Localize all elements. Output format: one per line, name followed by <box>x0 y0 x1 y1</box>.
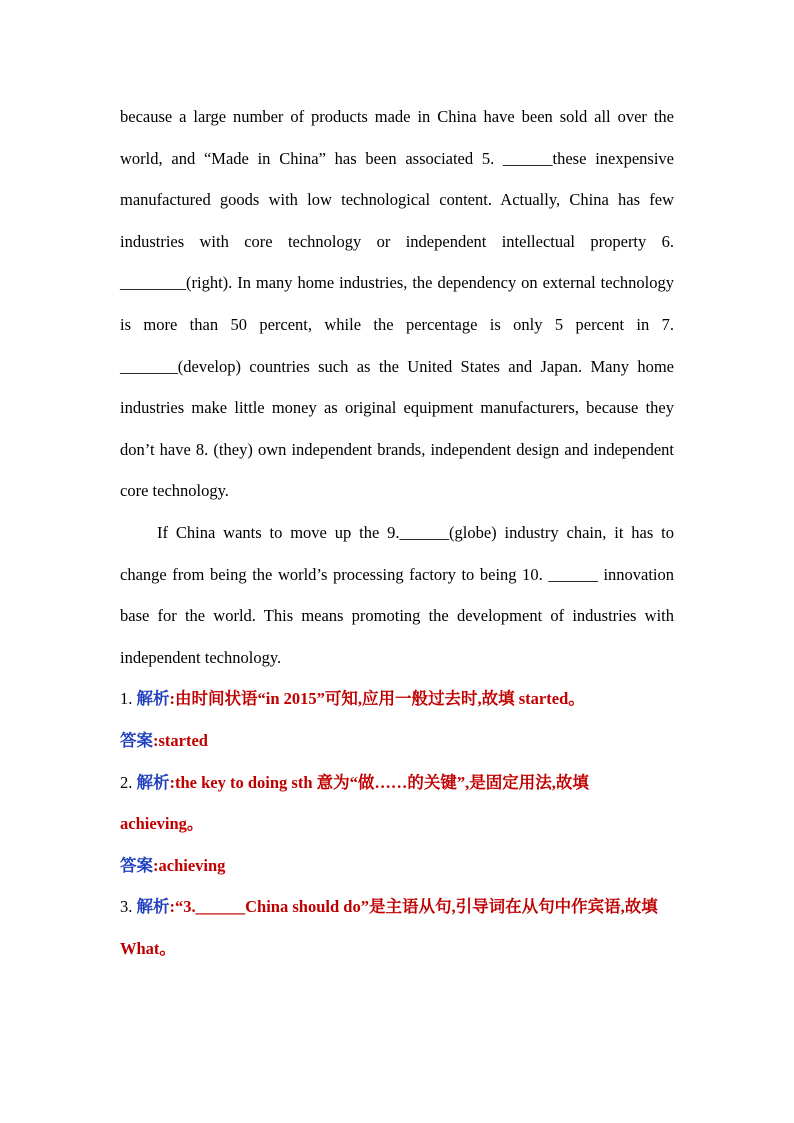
text-line: (they) own independent brands, independent design and independent core <box>120 439 674 501</box>
text-line: If China wants to move up the 9.______(globe) industry chain, it has <box>157 522 654 542</box>
explanation-label: 解析 <box>136 689 170 709</box>
answer-2 <box>120 845 674 887</box>
explanation-label: 解析 <box>136 897 170 917</box>
text-line: because a large number of products made in China have been sold all <box>120 107 611 126</box>
answer-value: started <box>158 730 208 750</box>
text-line: technology. <box>152 481 229 501</box>
document-page <box>120 96 674 969</box>
explanation-text: 由时间状语“in 2015”可知,应用一般过去时,故填 started。 <box>175 689 585 709</box>
explanation-1 <box>120 678 674 720</box>
text-line: the United States and Japan. Many home industries make little money as <box>120 356 674 418</box>
text-line: original equipment manufacturers, because they don’t have 8. <box>120 398 674 459</box>
text-line: innovation base for the world. This means promoting the development of <box>120 564 675 626</box>
answer-label: 答案 <box>120 855 153 875</box>
text-line: to change from being the world’s processing factory to being 10. ______ <box>120 522 674 584</box>
explanation-3 <box>120 886 674 969</box>
answer-1 <box>120 720 674 762</box>
text-line: industries with independent technology. <box>120 606 675 667</box>
text-line: inexpensive manufactured goods with low technological content. <box>120 148 674 210</box>
explanation-colon: : <box>169 772 175 792</box>
explanation-2 <box>120 762 674 845</box>
explanation-colon: : <box>169 689 175 709</box>
explanation-colon: : <box>169 897 175 917</box>
explanation-label: 解析 <box>136 772 170 792</box>
text-line: intellectual property 6. ________(right). In many home industries, the <box>120 231 674 293</box>
explanation-number: 3. <box>120 897 133 917</box>
answer-colon: : <box>153 730 159 750</box>
answer-colon: : <box>153 855 159 875</box>
explanation-text: “3.______China should do”是主语从句,引导词在从句中作宾语,故填 What。 <box>120 897 658 958</box>
passage-paragraph-2 <box>120 512 674 678</box>
explanation-number: 2. <box>120 772 133 792</box>
text-line: dependency on external technology is more than 50 percent, while the <box>120 273 674 334</box>
answer-value: achieving <box>158 855 226 875</box>
answer-label: 答案 <box>120 730 153 750</box>
explanation-text: the key to doing sth 意为“做……的关键”,是固定用法,故填 achieving。 <box>120 772 589 834</box>
text-line: percentage is only 5 percent in 7. _______(develop) countries such as <box>120 314 675 376</box>
text-line: Actually, China has few industries with core technology or independent <box>120 190 674 251</box>
passage-paragraph-1 <box>120 96 674 512</box>
explanation-number: 1. <box>120 689 133 709</box>
text-line: over the world, and “Made in China” has been associated 5. ______these <box>120 107 674 168</box>
